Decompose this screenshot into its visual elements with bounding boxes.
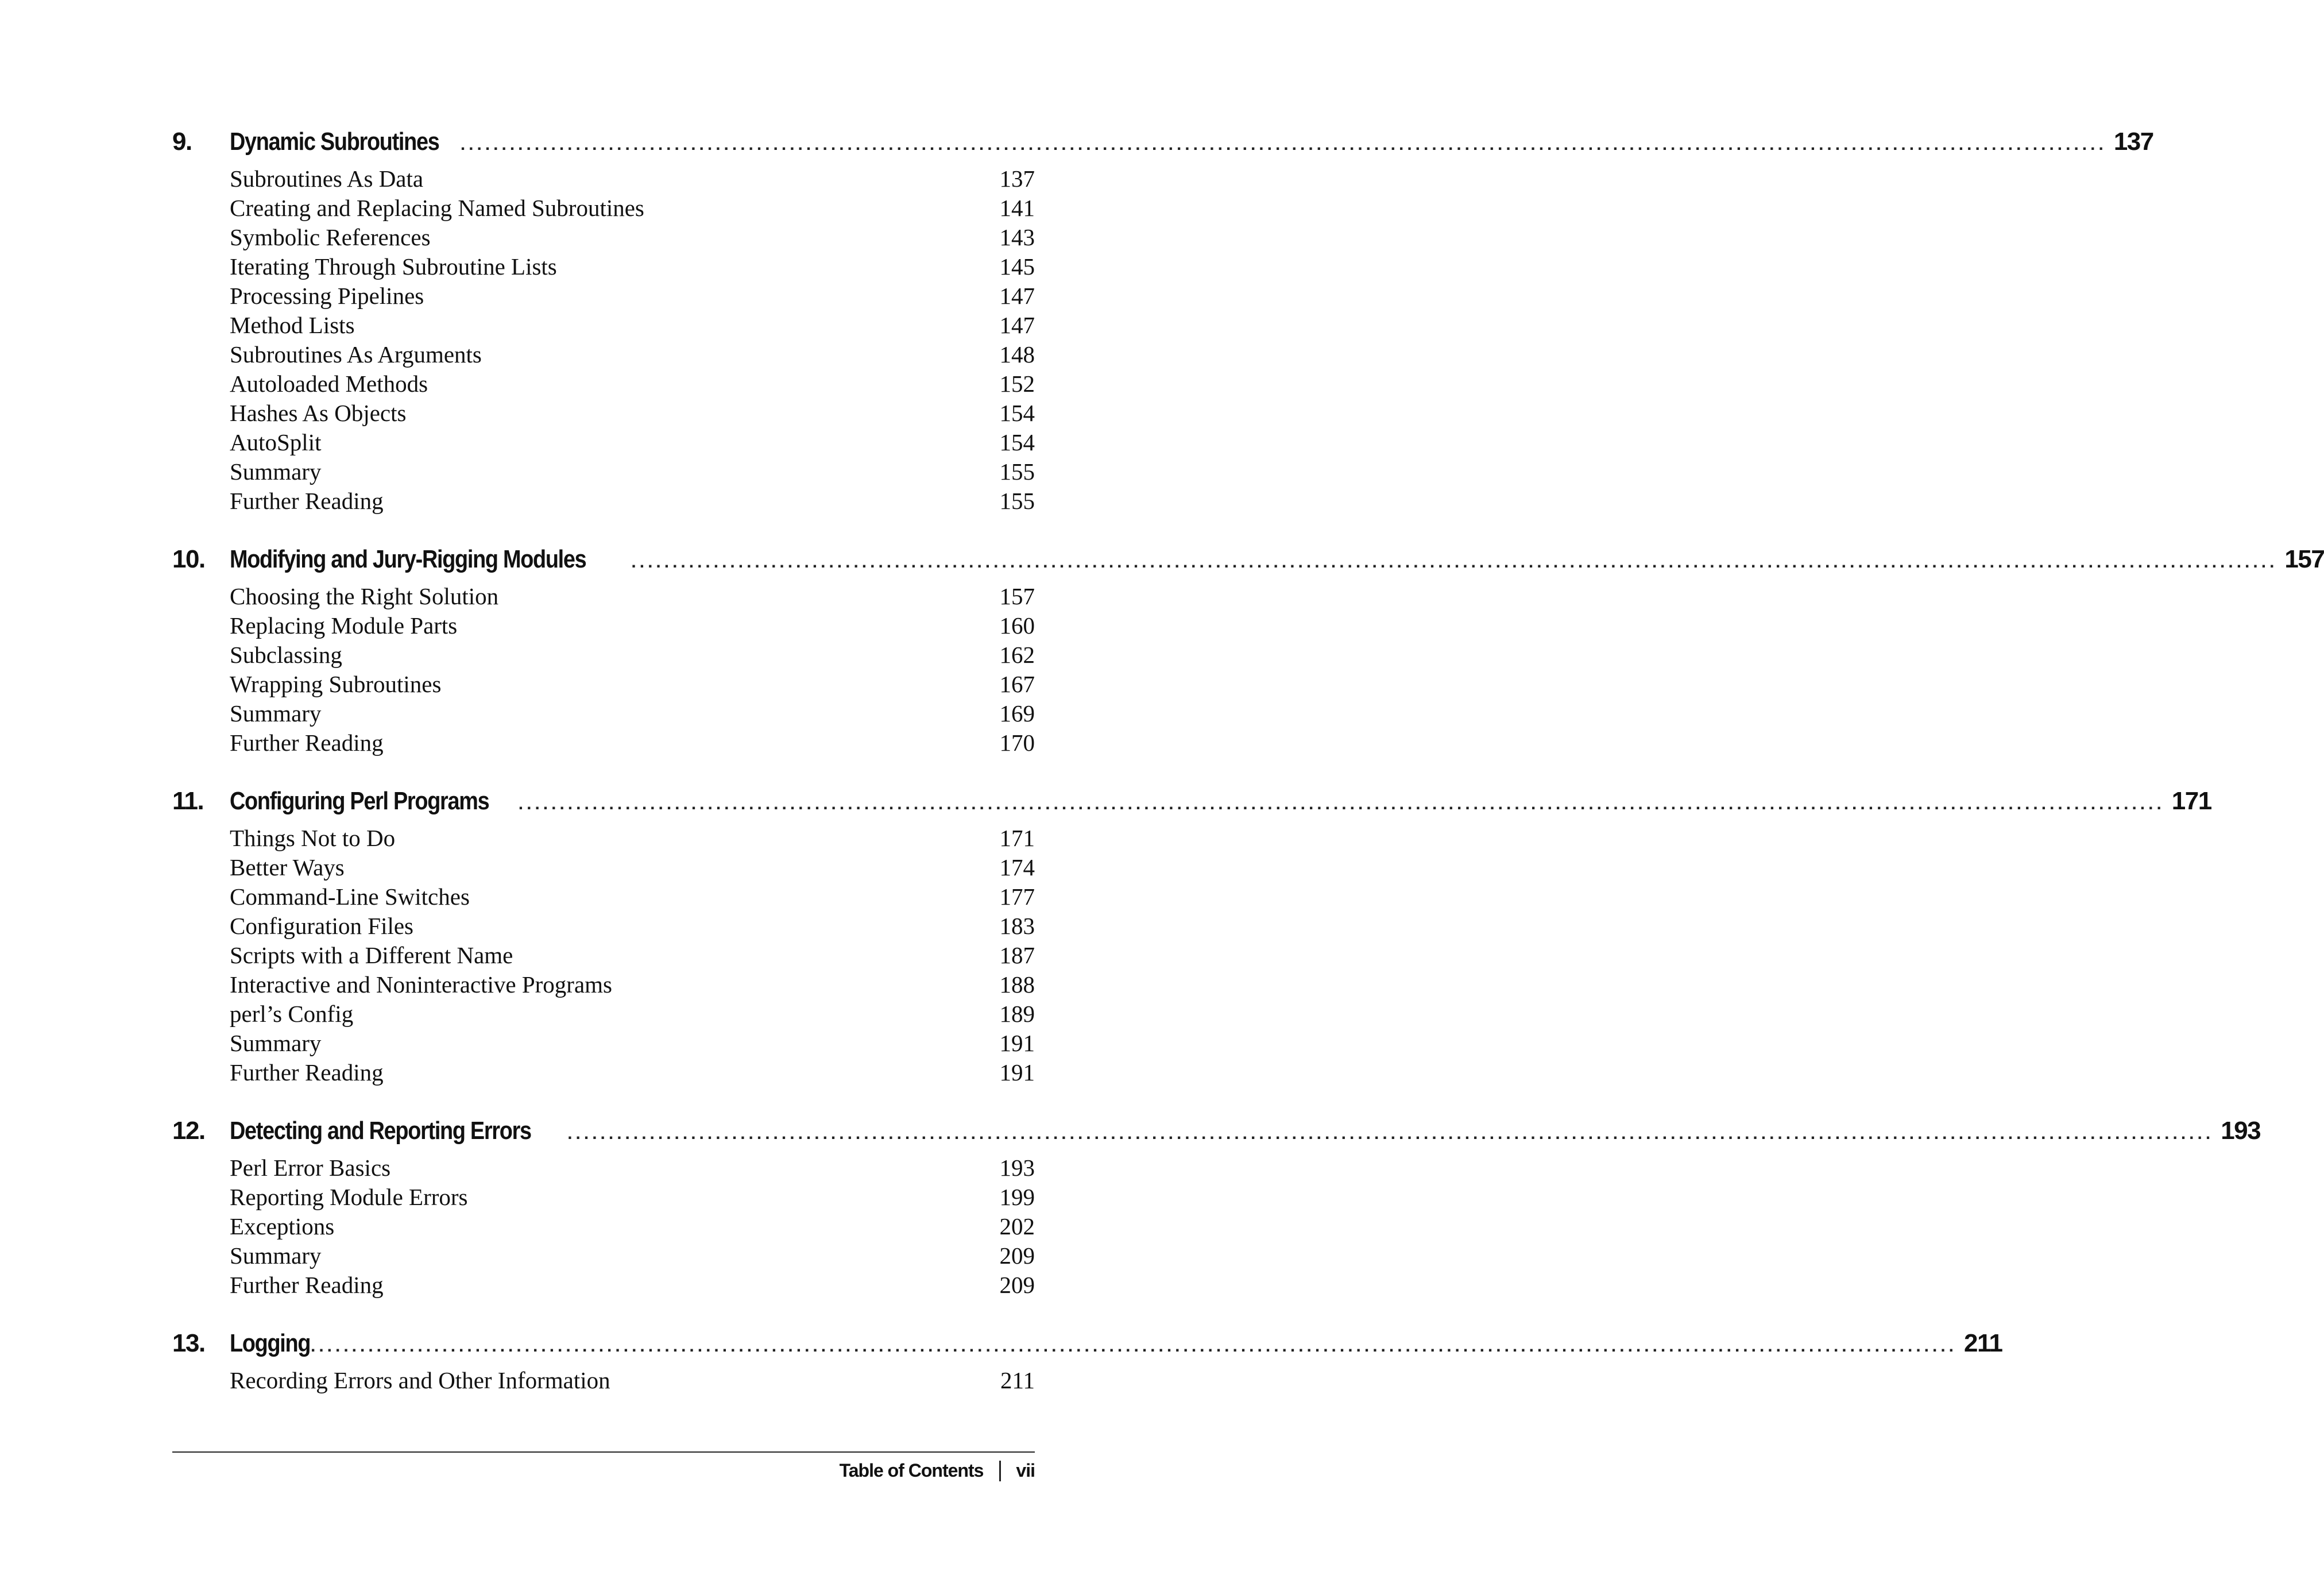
section-page-number: 147 [999, 283, 1035, 309]
dot-leader: ........................................................................................................................................................................................................ [631, 553, 2278, 572]
section-entry[interactable] [230, 970, 1035, 999]
chapter-heading[interactable] [172, 1117, 2261, 1153]
section-entry[interactable] [230, 194, 1035, 223]
chapter-heading[interactable] [172, 1329, 2002, 1366]
section-entry[interactable] [230, 582, 1035, 611]
section-title: Autoloaded Methods [230, 370, 428, 397]
section-entry[interactable] [230, 1212, 1035, 1241]
section-page-number: 143 [999, 224, 1035, 250]
section-title: Recording Errors and Other Information [230, 1367, 610, 1393]
chapter-heading[interactable] [172, 787, 2211, 824]
section-entry[interactable] [230, 1183, 1035, 1212]
section-page-number: 145 [999, 253, 1035, 280]
section-page-number: 137 [999, 165, 1035, 192]
section-entry[interactable] [230, 941, 1035, 970]
section-page-number: 187 [999, 942, 1035, 968]
section-page-number: 193 [999, 1155, 1035, 1181]
section-page-number: 157 [999, 583, 1035, 609]
section-title: Creating and Replacing Named Subroutines [230, 195, 644, 221]
section-entry[interactable] [230, 281, 1035, 311]
chapter-number: 10. [172, 545, 205, 573]
section-page-number: 183 [999, 913, 1035, 939]
section-entry[interactable] [230, 223, 1035, 252]
section-list [230, 1366, 1035, 1395]
section-page-number: 202 [999, 1213, 1035, 1240]
page-footer [840, 1460, 1035, 1481]
section-page-number: 154 [999, 400, 1035, 426]
chapter-title: Dynamic Subroutines [230, 128, 439, 156]
chapter-number: 9. [172, 128, 192, 156]
section-page-number: 148 [999, 341, 1035, 368]
footer-separator [999, 1461, 1001, 1481]
section-title: Interactive and Noninteractive Programs [230, 971, 612, 998]
chapter-block [172, 1329, 2002, 1395]
section-page-number: 189 [999, 1001, 1035, 1027]
section-entry[interactable] [230, 670, 1035, 699]
section-page-number: 167 [999, 671, 1035, 697]
section-title: Hashes As Objects [230, 400, 407, 426]
section-entry[interactable] [230, 457, 1035, 487]
section-title: Further Reading [230, 729, 384, 756]
chapter-title: Configuring Perl Programs [230, 787, 489, 815]
section-title: Reporting Module Errors [230, 1184, 468, 1210]
chapter-page-number: 137 [2113, 128, 2153, 156]
dot-leader: ........................................................................................................................................................................................................ [311, 1337, 1957, 1356]
dot-leader: ........................................................................................................................................................................................................ [567, 1124, 2214, 1143]
section-title: perl’s Config [230, 1001, 354, 1027]
footer-label: Table of Contents [839, 1460, 984, 1481]
section-page-number: 177 [999, 883, 1035, 910]
chapter-block [172, 1117, 2261, 1300]
section-title: Further Reading [230, 1059, 384, 1086]
section-title: Further Reading [230, 1272, 384, 1298]
section-page-number: 191 [999, 1030, 1035, 1056]
section-page-number: 162 [999, 642, 1035, 668]
section-title: Configuration Files [230, 913, 414, 939]
chapter-number: 13. [172, 1329, 205, 1357]
section-list [230, 1153, 1035, 1300]
chapter-heading[interactable] [172, 545, 2324, 582]
section-page-number: 174 [999, 854, 1035, 881]
chapter-number: 12. [172, 1117, 205, 1145]
section-entry[interactable] [230, 311, 1035, 340]
section-page-number: 170 [999, 729, 1035, 756]
chapter-title: Modifying and Jury-Rigging Modules [230, 545, 586, 573]
table-of-contents [172, 128, 2324, 1424]
section-entry[interactable] [230, 1058, 1035, 1087]
section-title: Summary [230, 1242, 322, 1269]
section-title: Subroutines As Arguments [230, 341, 482, 368]
section-title: Wrapping Subroutines [230, 671, 442, 697]
section-entry[interactable] [230, 428, 1035, 457]
section-entry[interactable] [230, 340, 1035, 369]
section-entry[interactable] [230, 853, 1035, 882]
section-entry[interactable] [230, 487, 1035, 516]
section-title: Better Ways [230, 854, 345, 881]
section-page-number: 155 [999, 488, 1035, 514]
section-page-number: 188 [999, 971, 1035, 998]
section-page-number: 141 [999, 195, 1035, 221]
section-entry[interactable] [230, 1029, 1035, 1058]
section-title: Subroutines As Data [230, 165, 424, 192]
section-page-number: 191 [999, 1059, 1035, 1086]
section-entry[interactable] [230, 728, 1035, 758]
section-title: Summary [230, 1030, 322, 1056]
section-page-number: 171 [999, 825, 1035, 851]
section-entry[interactable] [230, 1271, 1035, 1300]
section-entry[interactable] [230, 882, 1035, 912]
chapter-page-number: 157 [2284, 545, 2324, 573]
dot-leader: ........................................................................................................................................................................................................ [460, 135, 2107, 154]
section-entry[interactable] [230, 164, 1035, 194]
section-entry[interactable] [230, 824, 1035, 853]
section-title: Summary [230, 458, 322, 485]
section-title: Replacing Module Parts [230, 612, 458, 639]
section-entry[interactable] [230, 252, 1035, 281]
chapter-page-number: 193 [2221, 1117, 2261, 1145]
chapter-page-number: 211 [1964, 1329, 2002, 1357]
section-title: Perl Error Basics [230, 1155, 391, 1181]
section-entry[interactable] [230, 611, 1035, 640]
section-title: Command-Line Switches [230, 883, 470, 910]
chapter-page-number: 171 [2171, 787, 2211, 815]
section-title: Further Reading [230, 488, 384, 514]
section-title: AutoSplit [230, 429, 322, 455]
section-entry[interactable] [230, 1241, 1035, 1271]
footer-rule [172, 1451, 1035, 1453]
section-entry[interactable] [230, 640, 1035, 670]
section-title: Method Lists [230, 312, 355, 338]
section-page-number: 209 [999, 1272, 1035, 1298]
section-title: Processing Pipelines [230, 283, 424, 309]
section-title: Things Not to Do [230, 825, 396, 851]
section-entry[interactable] [230, 399, 1035, 428]
chapter-heading[interactable] [172, 128, 2153, 164]
section-page-number: 152 [999, 370, 1035, 397]
section-title: Choosing the Right Solution [230, 583, 499, 609]
section-page-number: 147 [999, 312, 1035, 338]
section-page-number: 209 [999, 1242, 1035, 1269]
footer-page-number: vii [1016, 1460, 1035, 1481]
section-page-number: 199 [999, 1184, 1035, 1210]
chapter-block [172, 787, 2211, 1087]
section-entry[interactable] [230, 1366, 1035, 1395]
chapter-block [172, 545, 2324, 758]
section-entry[interactable] [230, 912, 1035, 941]
section-title: Exceptions [230, 1213, 335, 1240]
section-title: Subclassing [230, 642, 342, 668]
section-entry[interactable] [230, 999, 1035, 1029]
section-page-number: 154 [999, 429, 1035, 455]
chapter-title: Detecting and Reporting Errors [230, 1117, 531, 1145]
section-title: Iterating Through Subroutine Lists [230, 253, 557, 280]
section-entry[interactable] [230, 1153, 1035, 1183]
section-page-number: 155 [999, 458, 1035, 485]
section-page-number: 169 [999, 700, 1035, 727]
section-title: Symbolic References [230, 224, 431, 250]
section-entry[interactable] [230, 699, 1035, 728]
chapter-number: 11. [172, 787, 204, 815]
chapter-title: Logging [230, 1329, 311, 1357]
section-list [230, 164, 1035, 516]
section-title: Summary [230, 700, 322, 727]
dot-leader: ........................................................................................................................................................................................................ [518, 794, 2165, 813]
section-title: Scripts with a Different Name [230, 942, 513, 968]
section-page-number: 160 [999, 612, 1035, 639]
chapter-block [172, 128, 2153, 516]
section-page-number: 211 [1000, 1367, 1035, 1393]
section-list [230, 582, 1035, 758]
section-list [230, 824, 1035, 1087]
section-entry[interactable] [230, 369, 1035, 399]
